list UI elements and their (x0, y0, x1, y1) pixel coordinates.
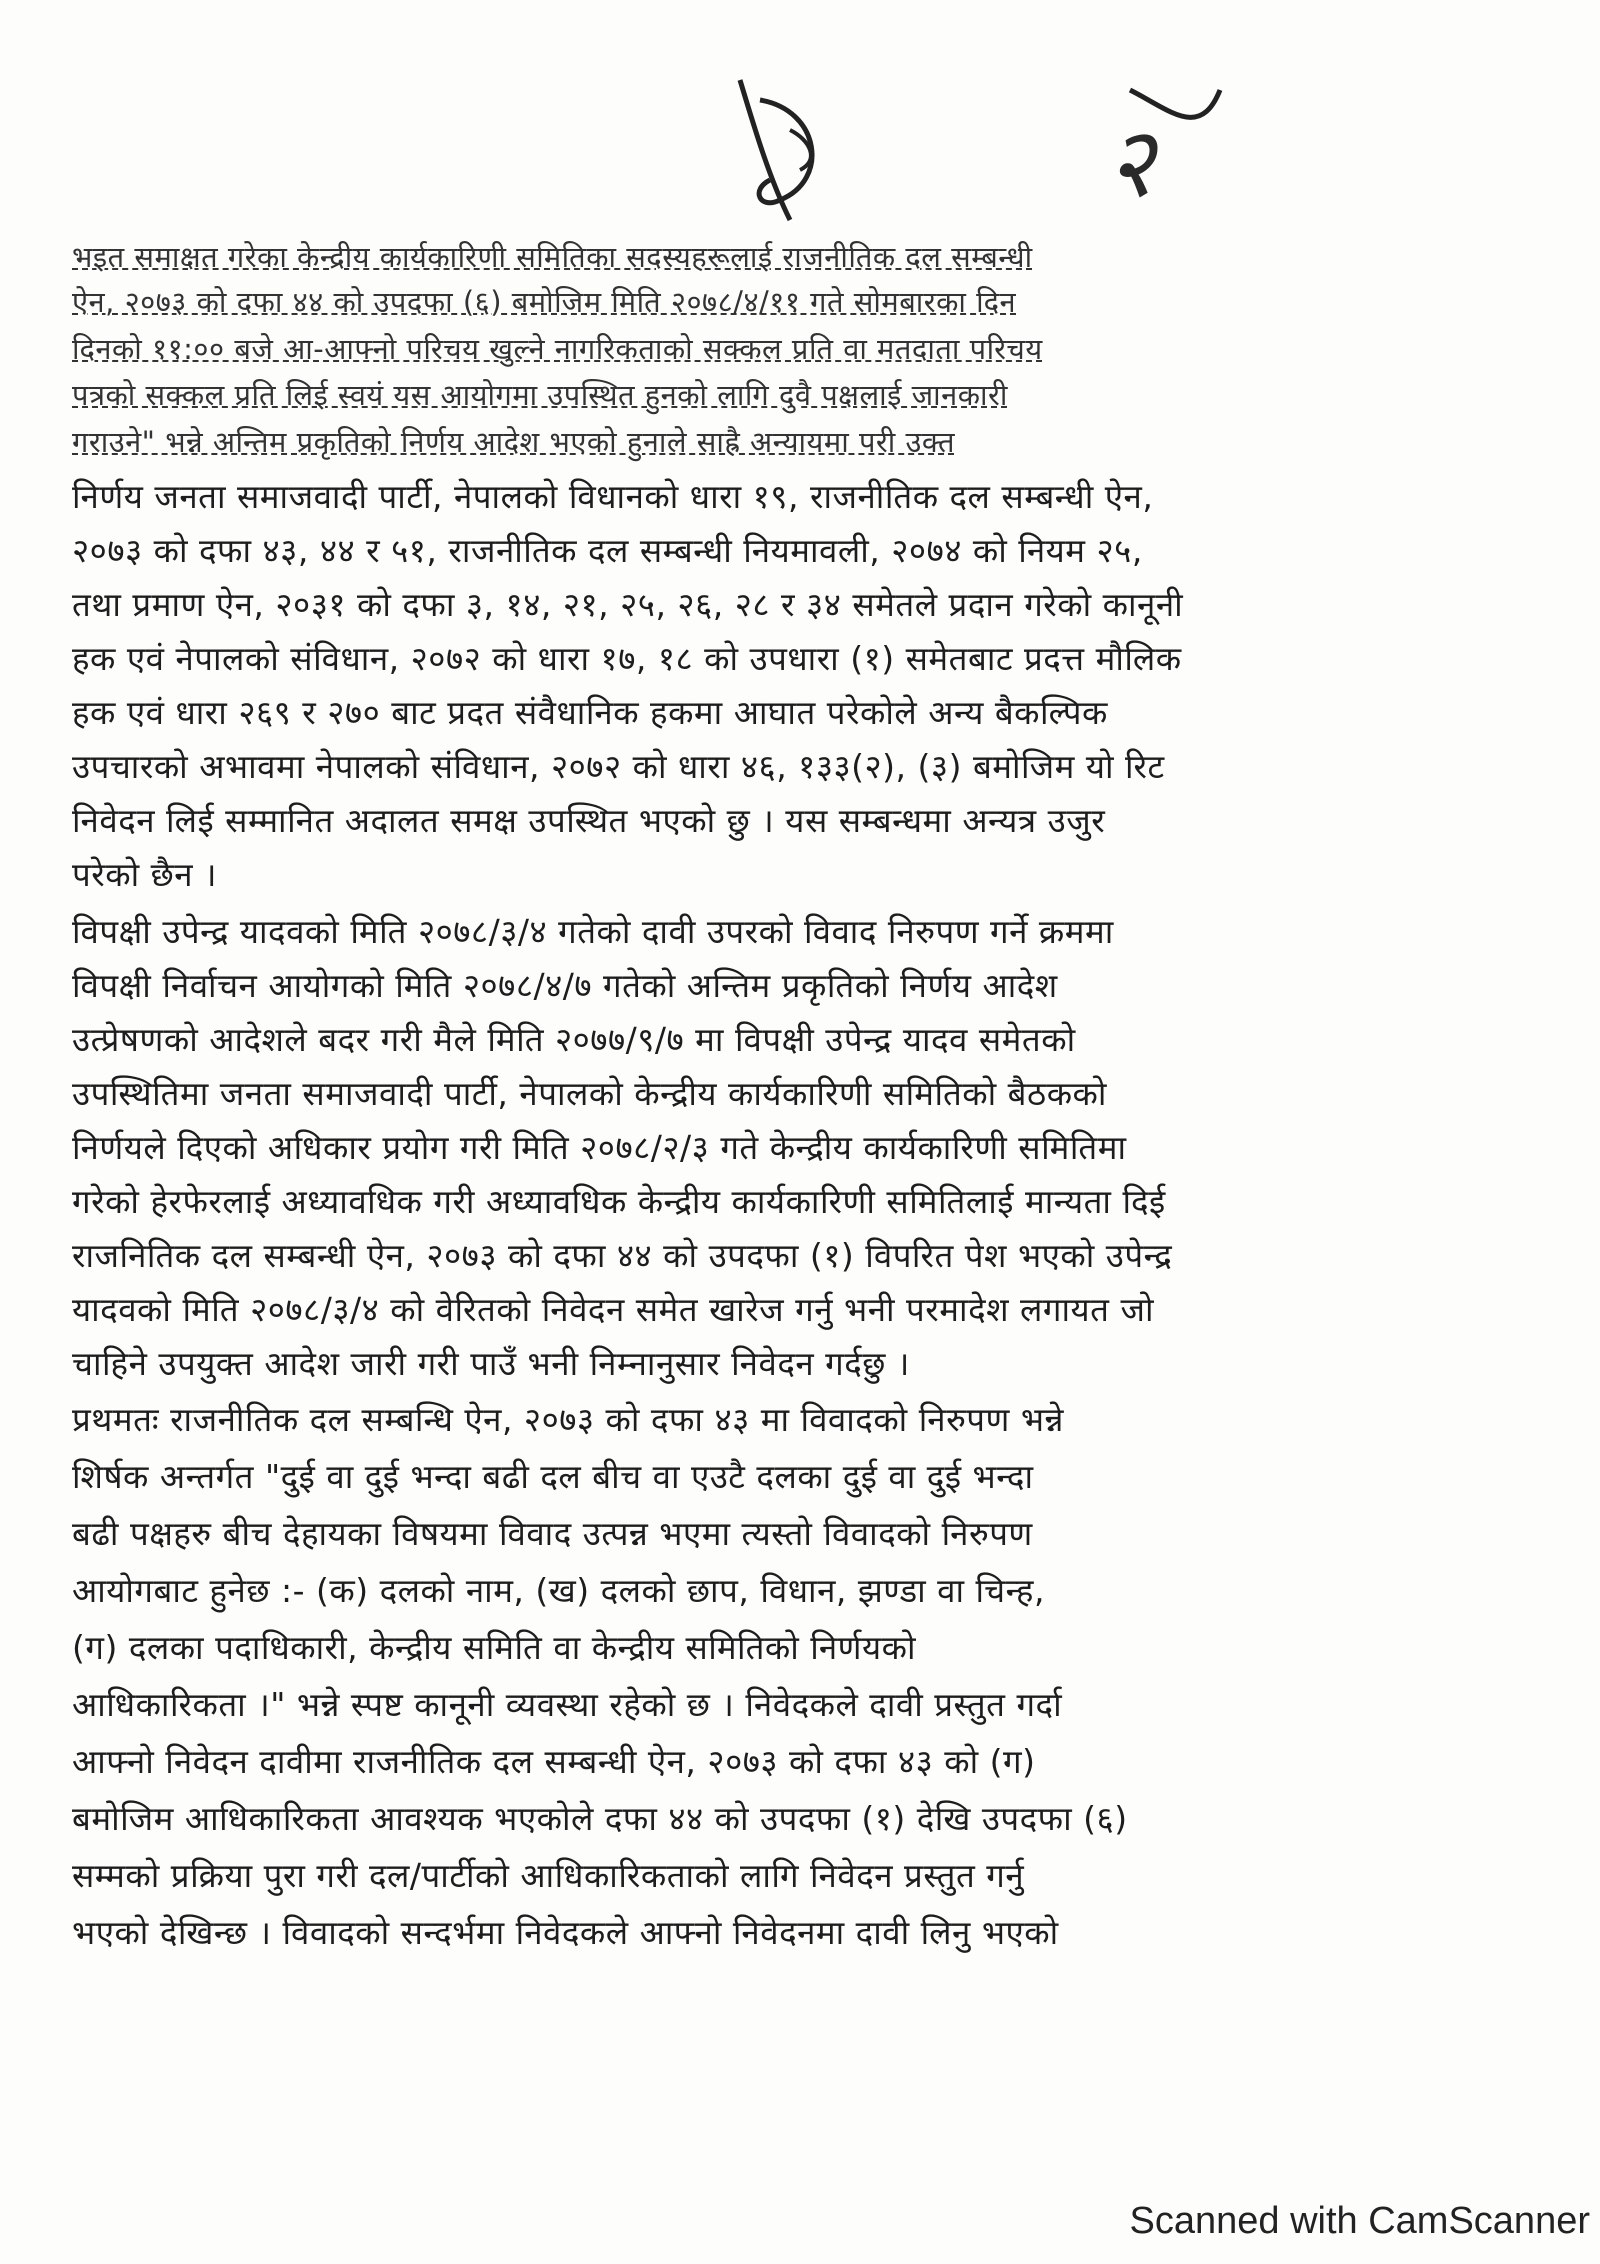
text-line: गराउने" भन्ने अन्तिम प्रकृतिको निर्णय आदेश भएको हुनाले साह्रै अन्यायमा परी उक्त (72, 425, 955, 459)
text-line: विपक्षी उपेन्द्र यादवको मिति २०७८/३/४ गतेको दावी उपरको विवाद निरुपण गर्ने क्रममा (72, 912, 1114, 951)
text-line: हक एवं धारा २६९ र २७० बाट प्रदत संवैधानिक हकमा आघात परेकोले अन्य बैकल्पिक (72, 693, 1108, 732)
text-line: यादवको मिति २०७८/३/४ को वेरितको निवेदन समेत खारेज गर्नु भनी परमादेश लगायत जो (72, 1290, 1154, 1329)
text-line: निर्णयले दिएको अधिकार प्रयोग गरी मिति २०७८/२/३ गते केन्द्रीय कार्यकारिणी समितिमा (72, 1128, 1127, 1167)
handwritten-initials-icon (700, 70, 1260, 240)
text-line: आयोगबाट हुनेछ :- (क) दलको नाम, (ख) दलको छाप, विधान, झण्डा वा चिन्ह, (72, 1571, 1045, 1610)
text-line: पत्रको सक्कल प्रति लिई स्वयं यस आयोगमा उपस्थित हुनको लागि दुवै पक्षलाई जानकारी (72, 378, 1008, 412)
text-line: निवेदन लिई सम्मानित अदालत समक्ष उपस्थित भएको छु । यस सम्बन्धमा अन्यत्र उजुर (72, 801, 1106, 840)
text-line: भएको देखिन्छ । विवादको सन्दर्भमा निवेदकले आफ्नो निवेदनमा दावी लिनु भएको (72, 1913, 1059, 1952)
text-line: शिर्षक अन्तर्गत "दुई वा दुई भन्दा बढी दल बीच वा एउटै दलका दुई वा दुई भन्दा (72, 1457, 1034, 1496)
text-line: विपक्षी निर्वाचन आयोगको मिति २०७८/४/७ गतेको अन्तिम प्रकृतिको निर्णय आदेश (72, 966, 1058, 1005)
text-line: उपस्थितिमा जनता समाजवादी पार्टी, नेपालको केन्द्रीय कार्यकारिणी समितिको बैठकको (72, 1074, 1107, 1113)
text-line: निर्णय जनता समाजवादी पार्टी, नेपालको विधानको धारा १९, राजनीतिक दल सम्बन्धी ऐन, (72, 477, 1154, 516)
text-line: प्रथमतः राजनीतिक दल सम्बन्धि ऐन, २०७३ को दफा ४३ मा विवादको निरुपण भन्ने (72, 1400, 1064, 1439)
text-line: बढी पक्षहरु बीच देहायका विषयमा विवाद उत्पन्न भएमा त्यस्तो विवादको निरुपण (72, 1514, 1033, 1553)
text-line: हक एवं नेपालको संविधान, २०७२ को धारा १७, १८ को उपधारा (१) समेतबाट प्रदत्त मौलिक (72, 639, 1182, 678)
text-line: चाहिने उपयुक्त आदेश जारी गरी पाउँ भनी निम्नानुसार निवेदन गर्दछु । (72, 1344, 910, 1383)
text-line: ऐन, २०७३ को दफा ४४ को उपदफा (६) बमोजिम मिति २०७८/४/११ गते सोमबारका दिन (72, 285, 1017, 319)
text-line: गरेको हेरफेरलाई अध्यावधिक गरी अध्यावधिक केन्द्रीय कार्यकारिणी समितिलाई मान्यता दिई (72, 1182, 1166, 1221)
text-line: आफ्नो निवेदन दावीमा राजनीतिक दल सम्बन्धी ऐन, २०७३ को दफा ४३ को (ग) (72, 1742, 1036, 1781)
scanner-watermark: Scanned with CamScanner (1129, 2200, 1590, 2242)
page-number: २ (1097, 105, 1163, 223)
text-line: दिनको ११:०० बजे आ-आफ्नो परिचय खुल्ने नागरिकताको सक्कल प्रति वा मतदाता परिचय (72, 332, 1043, 366)
text-line: उपचारको अभावमा नेपालको संविधान, २०७२ को धारा ४६, १३३(२), (३) बमोजिम यो रिट (72, 747, 1165, 786)
text-line: भइत समाक्षत गरेका केन्द्रीय कार्यकारिणी समितिका सदस्यहरूलाई राजनीतिक दल सम्बन्धी (72, 240, 1033, 274)
text-line: २०७३ को दफा ४३, ४४ र ५१, राजनीतिक दल सम्बन्धी नियमावली, २०७४ को नियम २५, (72, 531, 1143, 570)
text-line: तथा प्रमाण ऐन, २०३१ को दफा ३, १४, २१, २५, २६, २८ र ३४ समेतले प्रदान गरेको कानूनी (72, 585, 1184, 624)
text-line: आधिकारिकता ।" भन्ने स्पष्ट कानूनी व्यवस्था रहेको छ । निवेदकले दावी प्रस्तुत गर्दा (72, 1685, 1063, 1724)
text-line: सम्मको प्रक्रिया पुरा गरी दल/पार्टीको आधिकारिकताको लागि निवेदन प्रस्तुत गर्नु (72, 1856, 1025, 1895)
text-line: (ग) दलका पदाधिकारी, केन्द्रीय समिति वा केन्द्रीय समितिको निर्णयको (72, 1628, 917, 1667)
text-line: राजनितिक दल सम्बन्धी ऐन, २०७३ को दफा ४४ को उपदफा (१) विपरित पेश भएको उपेन्द्र (72, 1236, 1173, 1275)
text-line: बमोजिम आधिकारिकता आवश्यक भएकोले दफा ४४ को उपदफा (१) देखि उपदफा (६) (72, 1799, 1128, 1838)
text-line: परेको छैन । (72, 855, 218, 894)
text-line: उत्प्रेषणको आदेशले बदर गरी मैले मिति २०७७/९/७ मा विपक्षी उपेन्द्र यादव समेतको (72, 1020, 1076, 1059)
